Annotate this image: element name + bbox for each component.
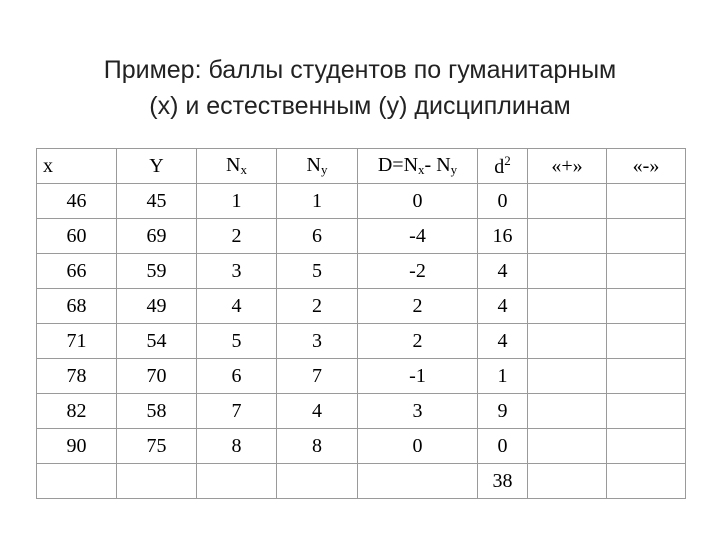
- cell-plus: [528, 254, 607, 289]
- header-d: $D=N_x-$ $N_y$: [358, 149, 478, 184]
- cell-y: 58: [117, 394, 197, 429]
- cell-d-squared: 4: [478, 289, 528, 324]
- cell-d: 0: [358, 429, 478, 464]
- table-row: [37, 184, 686, 219]
- table-header-row: [37, 149, 686, 184]
- cell-nx: 5: [197, 324, 277, 359]
- cell-plus: [528, 219, 607, 254]
- cell-plus: [528, 464, 607, 499]
- header-minus: «-»: [607, 149, 686, 184]
- cell-d-squared: 0: [478, 429, 528, 464]
- header-plus: «+»: [528, 149, 607, 184]
- cell-ny: 7: [277, 359, 358, 394]
- cell-d-squared: 4: [478, 254, 528, 289]
- cell-x: 78: [37, 359, 117, 394]
- cell-d-squared: 9: [478, 394, 528, 429]
- cell-plus: [528, 429, 607, 464]
- cell-plus: [528, 184, 607, 219]
- cell-x: 46: [37, 184, 117, 219]
- cell-minus: [607, 184, 686, 219]
- cell-nx: 3: [197, 254, 277, 289]
- cell-nx: 7: [197, 394, 277, 429]
- cell-x: [37, 464, 117, 499]
- cell-x: 68: [37, 289, 117, 324]
- slide-title: [0, 52, 720, 124]
- cell-ny: 1: [277, 184, 358, 219]
- header-x: x: [37, 149, 117, 184]
- cell-d: -2: [358, 254, 478, 289]
- header-d-squared: $d^2$: [478, 149, 528, 184]
- cell-d: 2: [358, 289, 478, 324]
- cell-x: 82: [37, 394, 117, 429]
- cell-minus: [607, 464, 686, 499]
- cell-ny: 8: [277, 429, 358, 464]
- cell-minus: [607, 394, 686, 429]
- cell-ny: 6: [277, 219, 358, 254]
- cell-nx: 6: [197, 359, 277, 394]
- table-row: [37, 394, 686, 429]
- cell-x: 90: [37, 429, 117, 464]
- table-row: [37, 429, 686, 464]
- cell-d-squared: 0: [478, 184, 528, 219]
- cell-nx: 8: [197, 429, 277, 464]
- table-row: [37, 359, 686, 394]
- cell-y: 49: [117, 289, 197, 324]
- cell-y: 69: [117, 219, 197, 254]
- cell-minus: [607, 359, 686, 394]
- cell-d-squared: 16: [478, 219, 528, 254]
- cell-y: 59: [117, 254, 197, 289]
- cell-d: 2: [358, 324, 478, 359]
- cell-ny: 5: [277, 254, 358, 289]
- cell-y: [117, 464, 197, 499]
- cell-minus: [607, 324, 686, 359]
- cell-x: 66: [37, 254, 117, 289]
- cell-x: 60: [37, 219, 117, 254]
- cell-nx: [197, 464, 277, 499]
- cell-d: -1: [358, 359, 478, 394]
- title-line-1: Пример: баллы студентов по гуманитарным: [103, 56, 617, 84]
- cell-d: [358, 464, 478, 499]
- cell-nx: 4: [197, 289, 277, 324]
- header-nx: $N_x$: [197, 149, 277, 184]
- cell-ny: 3: [277, 324, 358, 359]
- cell-d-squared: 38: [478, 464, 528, 499]
- table-row: [37, 324, 686, 359]
- cell-y: 54: [117, 324, 197, 359]
- cell-plus: [528, 359, 607, 394]
- cell-plus: [528, 289, 607, 324]
- cell-d: 3: [358, 394, 478, 429]
- cell-d-squared: 1: [478, 359, 528, 394]
- table-row: [37, 219, 686, 254]
- table-row: [37, 254, 686, 289]
- cell-d: -4: [358, 219, 478, 254]
- cell-ny: [277, 464, 358, 499]
- cell-plus: [528, 394, 607, 429]
- header-ny: $N_y$: [277, 149, 358, 184]
- cell-y: 45: [117, 184, 197, 219]
- cell-y: 70: [117, 359, 197, 394]
- header-y: Y: [117, 149, 197, 184]
- cell-plus: [528, 324, 607, 359]
- cell-x: 71: [37, 324, 117, 359]
- cell-ny: 2: [277, 289, 358, 324]
- cell-d-squared: 4: [478, 324, 528, 359]
- cell-y: 75: [117, 429, 197, 464]
- cell-minus: [607, 254, 686, 289]
- cell-ny: 4: [277, 394, 358, 429]
- cell-minus: [607, 289, 686, 324]
- cell-minus: [607, 219, 686, 254]
- scores-table: [36, 148, 686, 499]
- cell-d: 0: [358, 184, 478, 219]
- table-row: [37, 464, 686, 499]
- title-line-2: (x) и естественным (y) дисциплинам: [149, 92, 571, 120]
- table-row: [37, 289, 686, 324]
- cell-minus: [607, 429, 686, 464]
- cell-nx: 1: [197, 184, 277, 219]
- cell-nx: 2: [197, 219, 277, 254]
